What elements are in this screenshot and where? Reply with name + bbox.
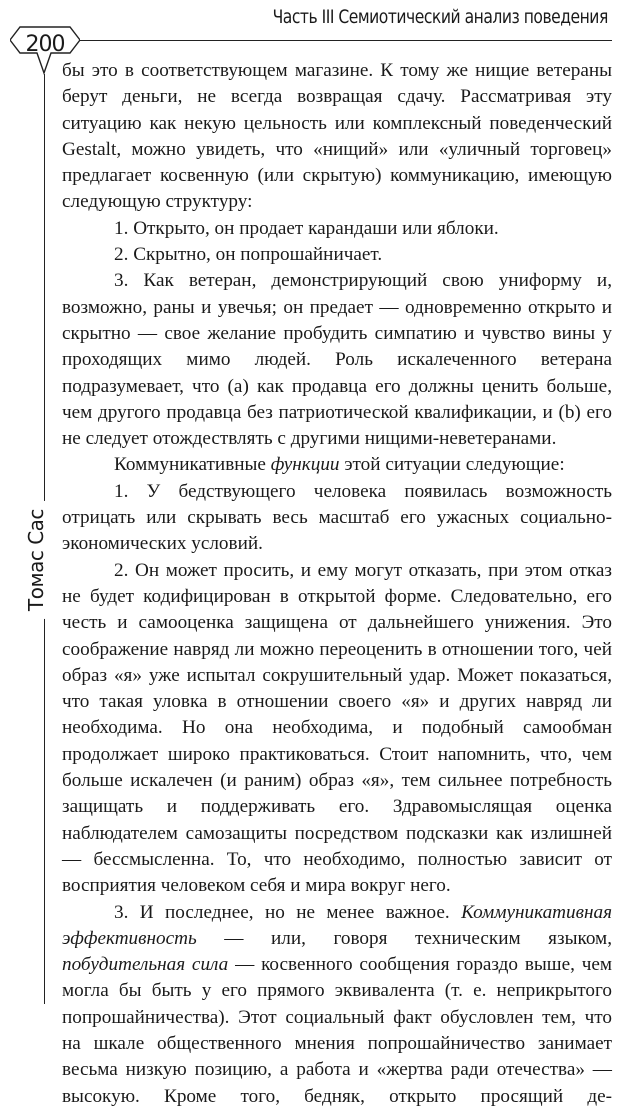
text-run: этой ситуации следующие: — [339, 454, 565, 476]
paragraph: 3. Как ветеран, демонстрирующий свою униформу и, возможно, раны и увечья; он предает — одновременно открыто и скрытно — свое желание пробудить симпатию и чувство вины у проходящих мимо людей. Роль искалеченного ветерана подразумевает, что (а) как продавца его должны ценить больше, чем другого продавца без патриотической квалификации, и (b) его не следует отождествлять с другими нищими-неветеранами. — [62, 270, 612, 450]
paragraph: 1. У бедствующего человека появилась возможность отрицать или скрывать весь масштаб его ужасных социально-экономических условий. — [62, 480, 612, 555]
side-author: Томас Сас — [24, 501, 48, 619]
paragraph: бы это в соответствующем магазине. К тому же нищие ветераны берут деньги, не всегда возвращая сдачу. Рассматривая эту ситуацию как некую цельность или комплексный поведенческий Gestalt, можно увидеть, что «нищий» или «уличный торговец» предлагает косвенную (или скрытую) коммуникацию, имеющую следующую структуру: — [62, 60, 612, 213]
header-rule — [78, 40, 612, 41]
italic-text: функции — [270, 454, 340, 476]
paragraph: 2. Он может просить, и ему могут отказать, при этом отказ не будет кодифицирован в открытой форме. Следовательно, его честь и самооценка защищена от дальнейшего унижения. Это соображение навряд ли можно переоценить в отношении того, чей образ «я» уже испытал сокрушительный удар. Может показаться, что такая уловка в отношении своего «я» и других навряд ли необходима. Но она необходима, и подобный самообман продолжает широко практиковаться. Стоит напомнить, что, чем больше искалечен (и раним) образ «я», тем сильнее потребность защищать и поддерживать его. Здравомыслящая оценка наблюдателем самозащиты посредством подсказки как излишней — бессмысленна. То, что необходимо, полностью зависит от восприятия человеком себя и мира вокруг него. — [62, 559, 612, 897]
text-run: — косвенного сообщения гораздо выше, чем могла бы быть у его прямого эквивалента (т. е. неприкрытого попрошайничества). Этот социальный факт обусловлен тем, что на шкале общественного мнения попрошайничество занимает весьма низкую позицию, а работа и «жертва ради отечества» — высокую. Кроме того, бедняк, открыто просящий де- — [62, 954, 613, 1107]
body-text — [62, 58, 612, 1110]
italic-text: Коммуникативная эффективность — [62, 901, 612, 949]
paragraph — [62, 900, 612, 1110]
paragraph: 2. Скрытно, он попрошайничает. — [114, 244, 383, 266]
paragraph: 1. Открыто, он продает карандаши или яблоки. — [114, 217, 499, 239]
text-run: 3. И последнее, но не менее важное. — [114, 901, 462, 923]
text-run: — или, говоря техническим языком, — [196, 927, 612, 949]
running-title: Часть III Семиотический анализ поведения — [272, 6, 608, 28]
text-run: Коммуникативные — [114, 454, 271, 476]
page-number: 200 — [25, 32, 65, 57]
paragraph — [62, 452, 612, 478]
italic-text: побудительная сила — [62, 954, 229, 976]
